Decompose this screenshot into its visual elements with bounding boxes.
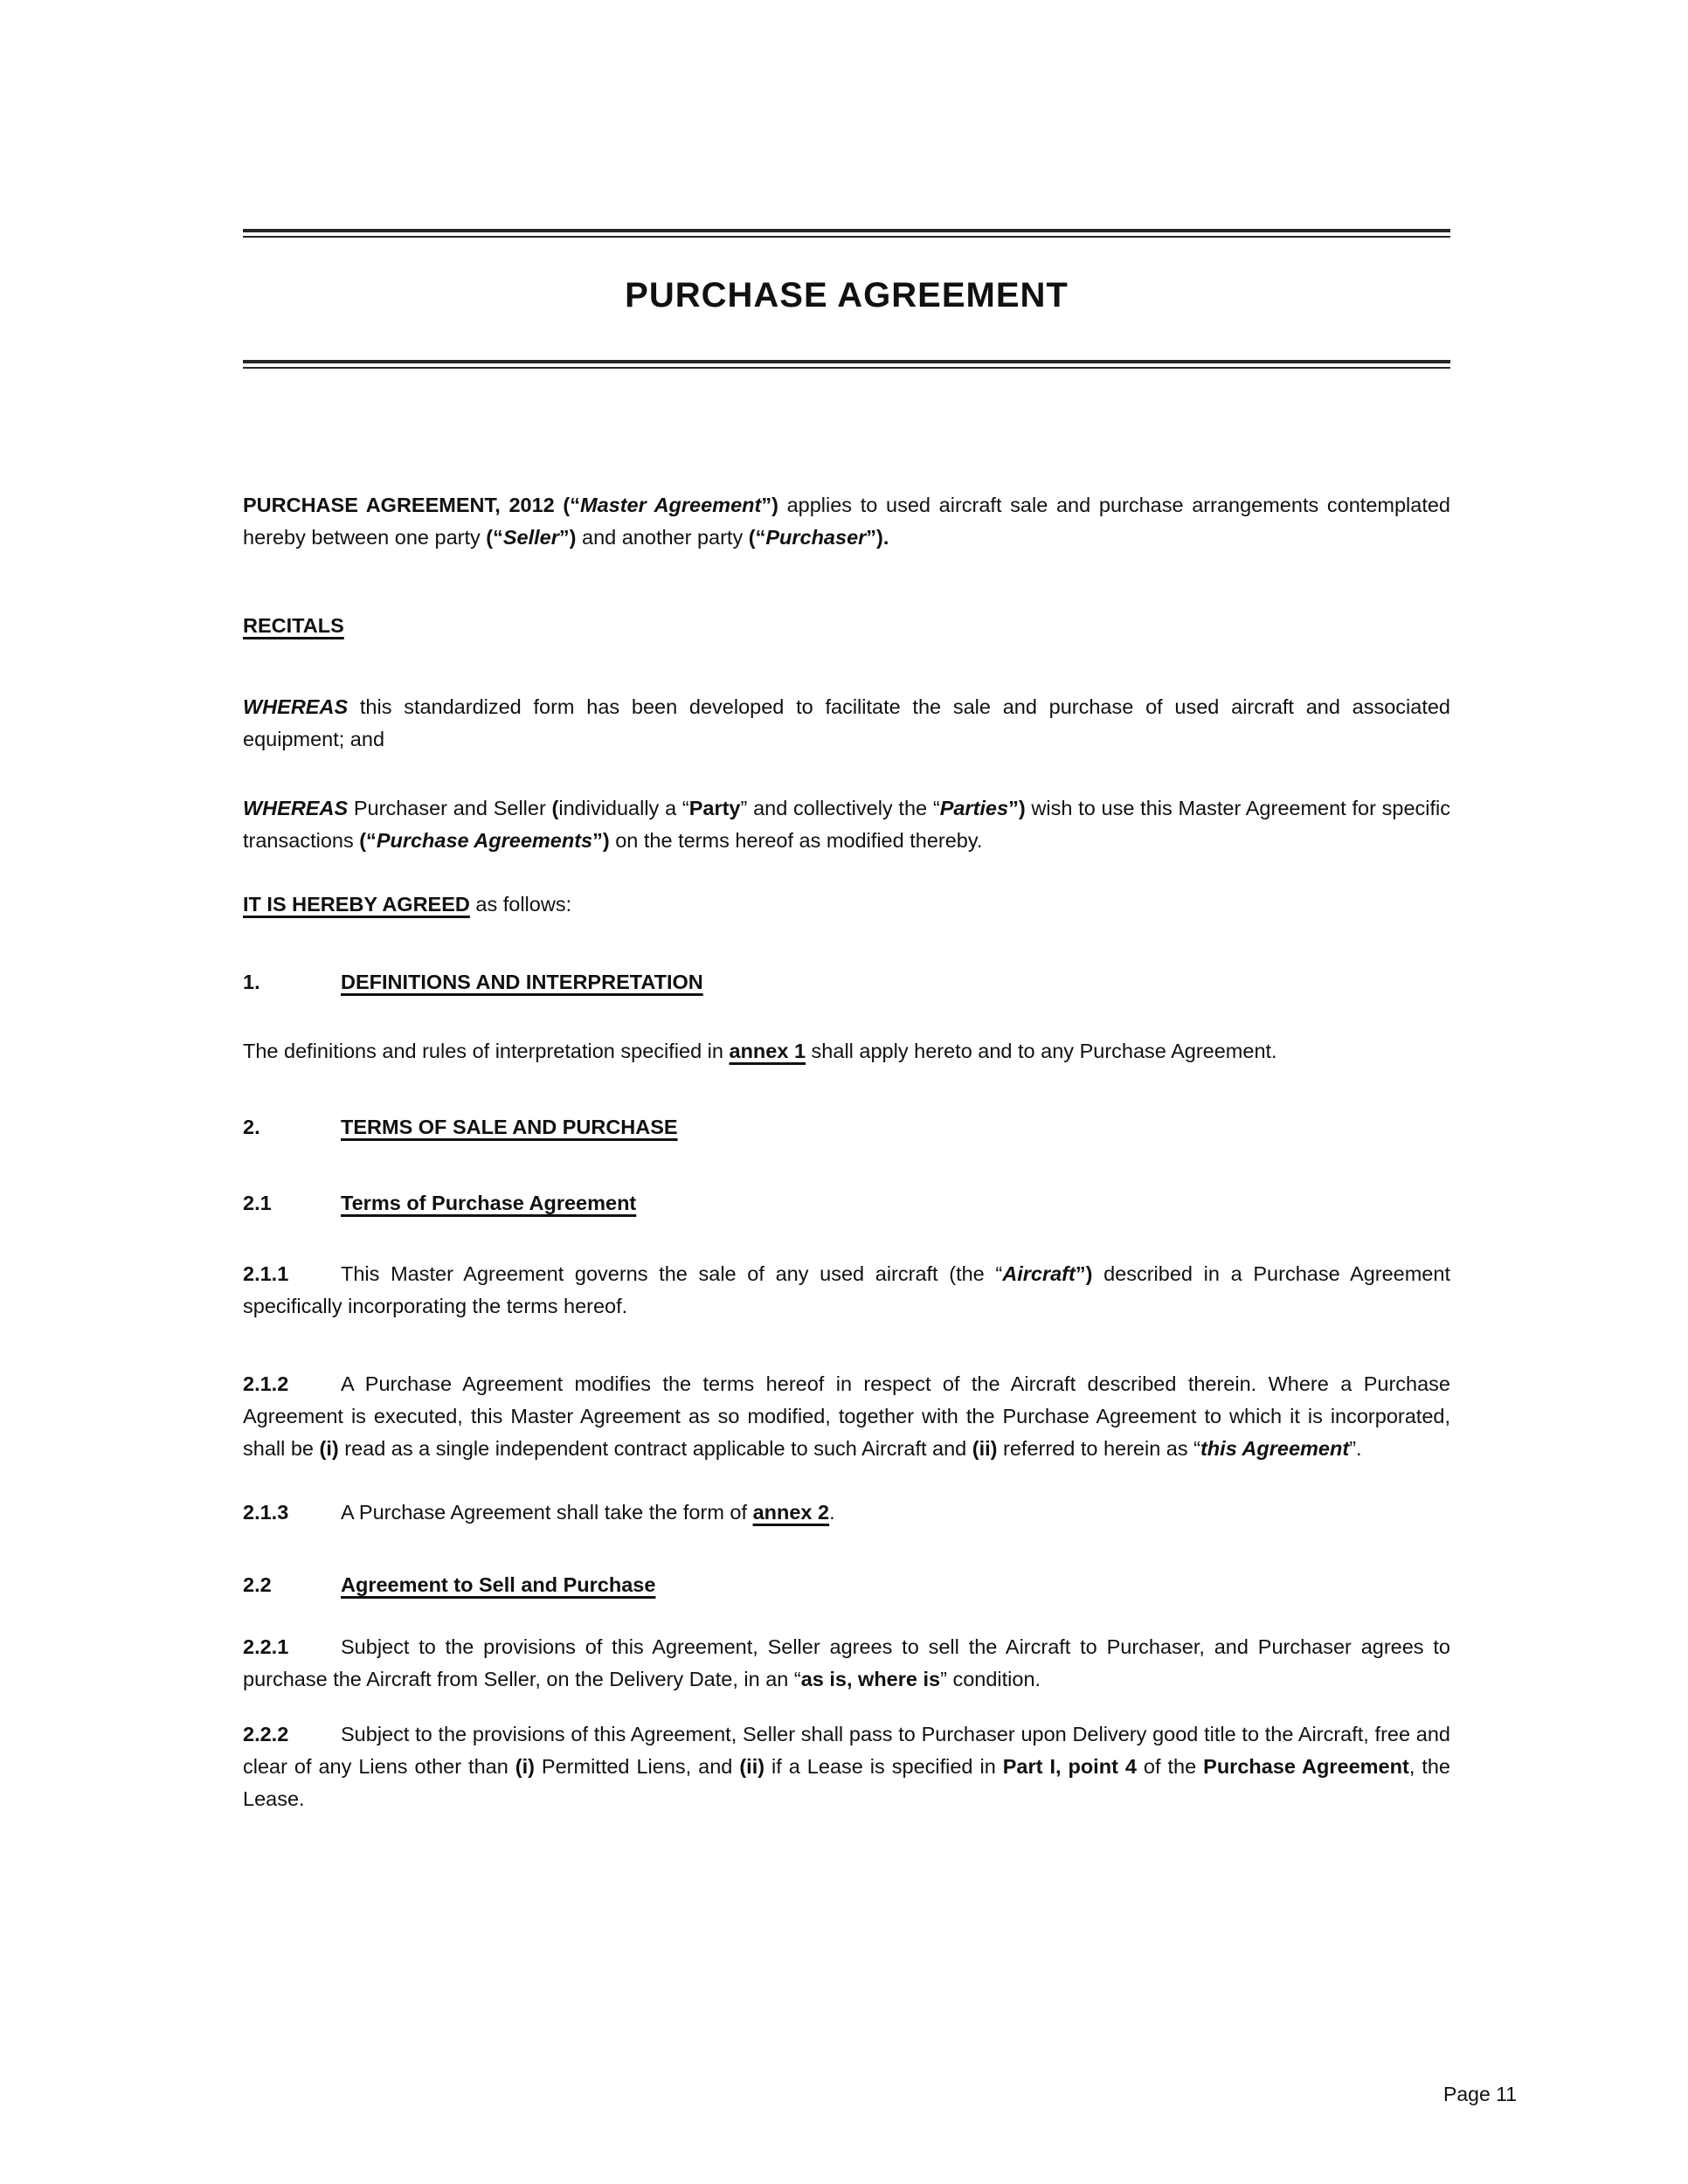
paragraph-whereas-1: [243, 691, 1450, 756]
text-run: ”): [558, 526, 577, 549]
defined-term: Seller: [502, 526, 559, 549]
paragraph-2-1-2: [243, 1368, 1450, 1465]
text-run: .: [829, 1501, 835, 1524]
paragraph-2-2-1: [243, 1631, 1450, 1696]
paragraph-agreed: [243, 888, 1450, 921]
paragraph-2-1-1: [243, 1258, 1450, 1323]
text-run: (ii): [739, 1755, 765, 1778]
heading-text: DEFINITIONS AND INTERPRETATION: [341, 971, 703, 993]
defined-term: Aircraft: [1002, 1262, 1076, 1285]
clause-number: 2.1.2: [243, 1372, 289, 1395]
text-run: referred to herein as “: [997, 1437, 1200, 1460]
paragraph-2-2-2: [243, 1718, 1450, 1815]
title-rule-bottom: [243, 360, 1450, 369]
clause-number: 2.2.2: [243, 1723, 289, 1745]
section-heading-2-1: [243, 1187, 1450, 1220]
section-number: 2.1: [243, 1192, 272, 1214]
text-run: (“: [486, 526, 503, 549]
clause-number: 2.2.1: [243, 1635, 289, 1658]
text-run: on the terms hereof as modified thereby.: [609, 829, 983, 852]
clause-number: 2.1.3: [243, 1501, 289, 1524]
text-run: (ii): [972, 1437, 998, 1460]
annex-reference: annex 2: [752, 1501, 830, 1524]
clause-reference: Purchase Agreement: [1203, 1755, 1409, 1778]
text-run: ” and collectively the “: [740, 797, 940, 819]
title-rule-top: [243, 229, 1450, 238]
paragraph-2-1-3: [243, 1496, 1450, 1529]
heading-text: TERMS OF SALE AND PURCHASE: [341, 1116, 678, 1138]
text-run: and another party: [576, 526, 749, 549]
whereas-keyword: WHEREAS: [243, 797, 349, 819]
text-run: (“: [748, 526, 766, 549]
clause-number: 2.1.1: [243, 1262, 289, 1285]
text-run: Permitted Liens, and: [534, 1755, 740, 1778]
text-run: as is, where is: [800, 1668, 941, 1690]
clause-reference: Part I, point 4: [1002, 1755, 1137, 1778]
defined-term: this Agreement: [1200, 1437, 1350, 1460]
text-run: shall apply hereto and to any Purchase Agreement.: [806, 1040, 1277, 1062]
heading-text: Terms of Purchase Agreement: [341, 1192, 637, 1214]
defined-term: Party: [688, 797, 741, 819]
text-run: individually a “: [558, 797, 689, 819]
text-run: ”): [761, 494, 778, 516]
text-run: (i): [515, 1755, 535, 1778]
text-run: (“: [359, 829, 377, 852]
page-number: Page 11: [1443, 2083, 1517, 2105]
text-run: PURCHASE AGREEMENT, 2012 (“: [243, 494, 580, 516]
section-heading-1: [243, 966, 1450, 999]
text-run: Purchaser and Seller: [348, 797, 552, 819]
text-run: The definitions and rules of interpretation specified in: [243, 1040, 730, 1062]
text-run: This Master Agreement governs the sale of any used aircraft (the “: [341, 1262, 1003, 1285]
text-run: applies to used aircraft sale and purchase arrangements contemplated hereby between one party: [243, 494, 1450, 549]
paragraph-definitions: [243, 1035, 1450, 1068]
defined-term: Parties: [939, 797, 1009, 819]
text-run: A Purchase Agreement modifies the terms hereof in respect of the Aircraft described therein. Where a Purchase Agreement is executed, this Master Agreement as so modified, together with the Purchase Agreement to which it is incorporated, shall be: [243, 1372, 1450, 1460]
defined-term: Purchase Agreements: [376, 829, 593, 852]
defined-term: Purchaser: [765, 526, 867, 549]
text-run: wish to use this Master Agreement for specific transactions: [243, 797, 1451, 852]
text-run: ”): [592, 829, 610, 852]
text-run: Subject to the provisions of this Agreement, Seller agrees to sell the Aircraft to Purchaser, and Purchaser agrees to purchase the Aircraft from Seller, on the Delivery Date, in an “: [243, 1635, 1450, 1690]
whereas-keyword: WHEREAS: [243, 695, 349, 718]
text-run: if a Lease is specified in: [764, 1755, 1003, 1778]
paragraph-whereas-2: [243, 792, 1450, 857]
section-number: 1.: [243, 971, 260, 993]
text-run: ”): [1008, 797, 1026, 819]
heading-text: RECITALS: [243, 614, 344, 637]
text-run: (i): [319, 1437, 339, 1460]
text-run: this standardized form has been developed to facilitate the sale and purchase of used aircraft and associated equipment; and: [243, 695, 1450, 750]
text-run: as follows:: [469, 893, 572, 916]
text-run: of the: [1136, 1755, 1204, 1778]
recitals-heading: [243, 610, 1450, 642]
text-run: ” condition.: [940, 1668, 1041, 1690]
paragraph-intro: [243, 489, 1450, 554]
text-run: described in a Purchase Agreement specifically incorporating the terms hereof.: [243, 1262, 1450, 1317]
text-run: , the Lease.: [243, 1755, 1450, 1810]
heading-text: Agreement to Sell and Purchase: [341, 1573, 656, 1596]
section-heading-2: [243, 1111, 1450, 1144]
text-run: ”.: [1349, 1437, 1362, 1460]
section-number: 2.: [243, 1116, 260, 1138]
section-heading-2-2: [243, 1569, 1450, 1601]
annex-reference: annex 1: [729, 1040, 806, 1062]
text-run: read as a single independent contract applicable to such Aircraft and: [338, 1437, 972, 1460]
text-run: ”).: [866, 526, 889, 549]
text-run: ”): [1075, 1262, 1093, 1285]
text-run: A Purchase Agreement shall take the form of: [341, 1501, 753, 1524]
section-number: 2.2: [243, 1573, 272, 1596]
agreed-keyword: IT IS HEREBY AGREED: [243, 893, 470, 916]
document-title: PURCHASE AGREEMENT: [625, 276, 1069, 314]
text-run: (: [551, 797, 559, 819]
text-run: Subject to the provisions of this Agreement, Seller shall pass to Purchaser upon Delivery good title to the Aircraft, free and clear of any Liens other than: [243, 1723, 1450, 1778]
defined-term: Master Agreement: [580, 494, 762, 516]
